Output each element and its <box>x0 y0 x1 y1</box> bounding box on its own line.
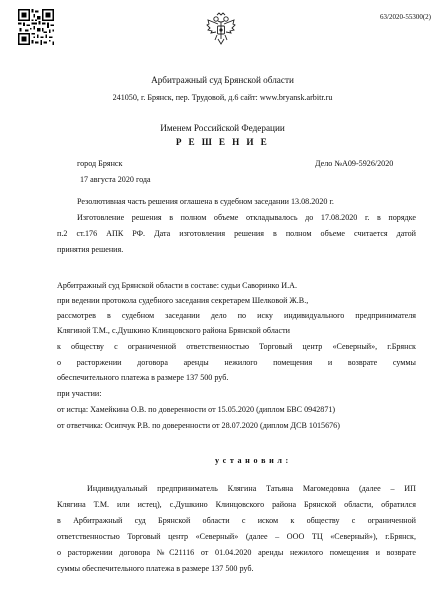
claim-line-2: Клягиной Т.М., с.Душкино Клинцовского района Брянской области <box>57 326 290 335</box>
defendant-rep: от ответчика: Осипчук Р.В. по доверенности от 28.07.2020 (диплом ДСВ 1015676) <box>57 421 340 430</box>
resolution-line: Резолютивная часть решения оглашена в судебном заседании 13.08.2020 г. <box>77 197 334 206</box>
established-line-1: Индивидуальный предприниматель Клягина Татьяна Магомедовна (далее – ИП <box>87 484 416 493</box>
subject-line-2: обеспечительного платежа в размере 137 500 руб. <box>57 373 229 382</box>
established-line-4: ответственностью Торговый центр «Северный» (далее – ООО ТЦ «Северный»), г.Брянск, <box>57 532 416 541</box>
established-line-2: Клягина Т.М. или истец), с.Душкино Клинцовского района Брянской области, обратился <box>57 500 416 509</box>
in-the-name-heading: Именем Российской Федерации <box>160 123 285 133</box>
claim-line-1: рассмотрев в судебном заседании дело по иску индивидуального предпринимателя <box>57 311 416 320</box>
deferral-line-3: принятия решения. <box>57 245 124 254</box>
defendant-line: к обществу с ограниченной ответственностью Торговый центр «Северный», г.Брянск <box>57 342 416 351</box>
plaintiff-rep: от истца: Хамейкина О.В. по доверенности от 15.05.2020 (диплом БВС 0942871) <box>57 405 336 414</box>
deferral-line-1: Изготовление решения в полном объеме откладывалось до 17.08.2020 г. в порядке <box>77 213 416 222</box>
established-line-6: суммы обеспечительного платежа в размере 137 500 руб. <box>57 564 254 573</box>
court-name: Арбитражный суд Брянской области <box>151 75 294 85</box>
emblem-icon <box>206 12 236 46</box>
established-line-3: в Арбитражный суд Брянской области с иском к обществу с ограниченной <box>57 516 416 525</box>
composition-line: Арбитражный суд Брянской области в составе: судьи Саворинко И.А. <box>57 281 298 290</box>
court-address: 241050, г. Брянск, пер. Трудовой, д.6 сайт: www.bryansk.arbitr.ru <box>112 93 333 102</box>
case-code: 63/2020-55300(2) <box>380 13 431 21</box>
decision-date: 17 августа 2020 года <box>80 175 151 184</box>
city: город Брянск <box>77 159 123 168</box>
deferral-line-2: п.2 ст.176 АПК РФ. Дата изготовления решения в полном объеме считается датой <box>57 229 416 238</box>
subject-line-1: о расторжении договора аренды нежилого помещения и возврате суммы <box>57 358 416 367</box>
case-number: Дело №А09-5926/2020 <box>315 159 394 168</box>
participants-label: при участии: <box>57 389 102 398</box>
secretary-line: при ведении протокола судебного заседания секретарем Шелковой Ж.В., <box>57 296 309 305</box>
qr-code <box>18 9 54 45</box>
decision-title: Р Е Ш Е Н И Е <box>175 137 270 147</box>
established-line-5: о расторжении договора №С21116 от 01.04.2020 аренды нежилого помещения и возврате <box>57 548 416 557</box>
established-heading: у с т а н о в и л : <box>215 456 290 465</box>
